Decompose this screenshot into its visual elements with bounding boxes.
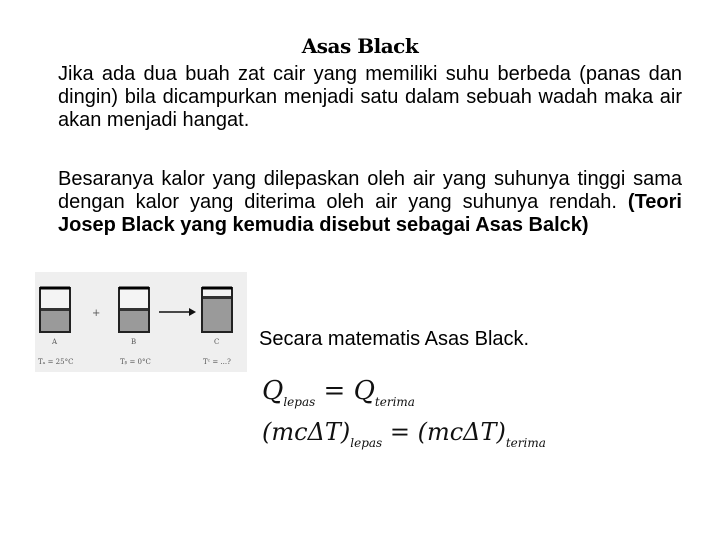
beaker-c-icon xyxy=(202,288,232,332)
page-title: Asas Black xyxy=(301,34,419,58)
right-arrow-icon xyxy=(159,308,196,316)
plus-sign: + xyxy=(92,308,101,319)
paragraph-theory-text: Besaranya kalor yang dilepaskan oleh air yang suhunya tinggi sama dengan kalor yang diterima oleh air yang suhunya rendah. xyxy=(58,168,682,213)
label-c: C xyxy=(214,338,220,346)
eq2-equals: = xyxy=(389,418,410,446)
equation-mcdt xyxy=(262,418,546,450)
eq2-lhs: (mcΔT) xyxy=(262,418,351,446)
temp-b: Tᵦ = 0°C xyxy=(120,358,151,366)
beaker-a-icon xyxy=(40,288,70,332)
eq1-equals: = xyxy=(323,376,346,406)
label-a: A xyxy=(52,338,58,346)
paragraph-intro: Jika ada dua buah zat cair yang memiliki suhu berbeda (panas dan dingin) bila dicampurkan menjadi satu dalam sebuah wadah maka air akan menjadi hangat. xyxy=(58,63,682,131)
beaker-diagram xyxy=(35,272,247,372)
equation-heat-balance xyxy=(262,376,415,409)
eq2-rhs: (mcΔT) xyxy=(417,418,506,446)
beaker-mixing-figure xyxy=(35,272,247,372)
label-b: B xyxy=(131,338,137,346)
paragraph-theory xyxy=(58,168,682,237)
temp-a: Tₐ = 25°C xyxy=(38,358,74,366)
paragraph-theory-bold: (Teori Josep Black yang kemudia disebut sebagai Asas Balck) xyxy=(58,191,682,236)
eq2-lhs-sub: lepas xyxy=(350,436,383,450)
temp-c: Tᶜ = ...? xyxy=(203,358,231,366)
beaker-b-icon xyxy=(119,288,149,332)
eq1-rhs: Q xyxy=(353,376,375,406)
eq1-lhs: Q xyxy=(262,376,284,406)
eq2-rhs-sub: terima xyxy=(505,436,546,450)
eq1-lhs-sub: lepas xyxy=(283,395,316,409)
eq1-rhs-sub: terima xyxy=(374,395,415,409)
formula-caption: Secara matematis Asas Black. xyxy=(259,328,530,350)
